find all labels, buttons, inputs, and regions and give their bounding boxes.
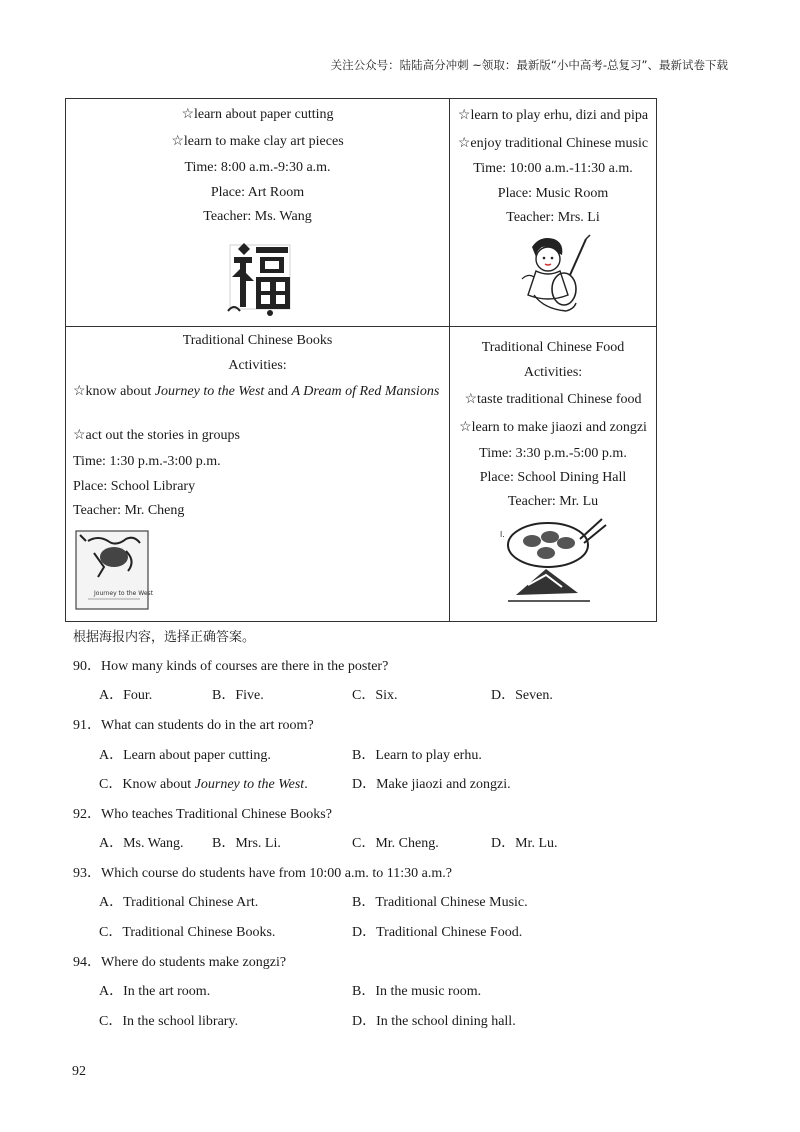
q91-option-d[interactable]: D．Make jiaozi and zongzi.	[352, 777, 511, 792]
book-title-red-mansions: A Dream of Red Mansions	[291, 384, 440, 399]
books-activity-1	[73, 383, 443, 400]
food-title: Traditional Chinese Food	[481, 340, 625, 355]
q91-option-c-suffix: .	[304, 777, 308, 792]
question-92: 92．Who teaches Traditional Chinese Books?	[73, 807, 332, 822]
q90-option-b[interactable]: B．Five.	[212, 688, 264, 703]
q92-option-d[interactable]: D．Mr. Lu.	[491, 836, 558, 851]
music-teacher: Teacher: Mrs. Li	[506, 210, 600, 225]
art-activity-1: ☆learn about paper cutting	[181, 107, 334, 122]
q91-option-c-prefix: C．Know about	[99, 777, 195, 792]
chopstick-mark: l.	[500, 530, 505, 539]
books-time: Time: 1:30 p.m.-3:00 p.m.	[73, 454, 221, 469]
question-94: 94．Where do students make zongzi?	[73, 955, 287, 970]
poster-cell-art	[66, 99, 450, 327]
books-title: Traditional Chinese Books	[182, 333, 333, 348]
book-cover-caption: Journey to the West	[94, 590, 153, 597]
q92-option-b[interactable]: B．Mrs. Li.	[212, 836, 281, 851]
q92-option-a[interactable]: A．Ms. Wang.	[99, 836, 184, 851]
poster-cell-music	[449, 99, 656, 327]
q91-option-a[interactable]: A．Learn about paper cutting.	[99, 748, 271, 763]
food-teacher: Teacher: Mr. Lu	[507, 494, 599, 509]
page-header: 关注公众号：陆陆高分冲刺 ~领取：最新版“小中高考-总复习”、最新试卷下载	[330, 58, 728, 72]
q94-option-c[interactable]: C．In the school library.	[99, 1014, 239, 1029]
book-cover-icon	[74, 527, 154, 613]
page-number: 92	[72, 1064, 86, 1079]
dumplings-zongzi-icon	[498, 515, 608, 607]
music-place: Place: Music Room	[497, 186, 609, 201]
q91-option-b[interactable]: B．Learn to play erhu.	[352, 748, 482, 763]
q94-option-d[interactable]: D．In the school dining hall.	[352, 1014, 516, 1029]
food-activity-1: ☆taste traditional Chinese food	[464, 392, 642, 407]
food-activities-heading: Activities:	[523, 365, 583, 380]
fu-paper-cutting-icon	[224, 237, 296, 317]
instruction-text: 根据海报内容，选择正确答案。	[73, 630, 256, 645]
art-time: Time: 8:00 a.m.-9:30 a.m.	[184, 160, 331, 175]
question-91: 91．What can students do in the art room?	[73, 718, 314, 733]
food-place: Place: School Dining Hall	[479, 470, 627, 485]
art-teacher: Teacher: Ms. Wang	[203, 209, 312, 224]
music-time: Time: 10:00 a.m.-11:30 a.m.	[473, 161, 633, 176]
q91-option-c-book: Journey to the West	[194, 777, 305, 792]
art-activity-2: ☆learn to make clay art pieces	[171, 134, 344, 149]
music-activity-1: ☆learn to play erhu, dizi and pipa	[457, 108, 649, 123]
books-activity-1-prefix: ☆know about	[73, 384, 155, 399]
q91-option-c[interactable]	[99, 773, 308, 793]
pipa-player-icon	[514, 233, 594, 317]
course-poster	[65, 98, 657, 622]
food-activity-2: ☆learn to make jiaozi and zongzi	[459, 420, 647, 435]
books-activity-2: ☆act out the stories in groups	[73, 428, 240, 443]
q90-option-d[interactable]: D．Seven.	[491, 688, 553, 703]
q94-option-a[interactable]: A．In the art room.	[99, 984, 211, 999]
q90-option-a[interactable]: A．Four.	[99, 688, 153, 703]
q92-option-c[interactable]: C．Mr. Cheng.	[352, 836, 439, 851]
question-90: 90．How many kinds of courses are there in the poster?	[73, 659, 389, 674]
q93-option-b[interactable]: B．Traditional Chinese Music.	[352, 895, 528, 910]
art-place: Place: Art Room	[210, 185, 305, 200]
books-place: Place: School Library	[73, 479, 196, 494]
poster-cell-food	[449, 326, 656, 621]
books-activities-heading: Activities:	[228, 358, 287, 373]
q94-option-b[interactable]: B．In the music room.	[352, 984, 482, 999]
books-teacher: Teacher: Mr. Cheng	[73, 503, 185, 518]
q90-option-c[interactable]: C．Six.	[352, 688, 398, 703]
book-title-journey: Journey to the West	[154, 384, 265, 399]
question-93: 93．Which course do students have from 10:00 a.m. to 11:30 a.m.?	[73, 866, 452, 881]
q93-option-c[interactable]: C．Traditional Chinese Books.	[99, 925, 276, 940]
food-time: Time: 3:30 p.m.-5:00 p.m.	[479, 446, 627, 461]
music-activity-2: ☆enjoy traditional Chinese music	[457, 136, 649, 151]
books-activity-1-and: and	[264, 384, 292, 399]
q93-option-d[interactable]: D．Traditional Chinese Food.	[352, 925, 523, 940]
q93-option-a[interactable]: A．Traditional Chinese Art.	[99, 895, 259, 910]
poster-cell-books	[66, 326, 450, 621]
